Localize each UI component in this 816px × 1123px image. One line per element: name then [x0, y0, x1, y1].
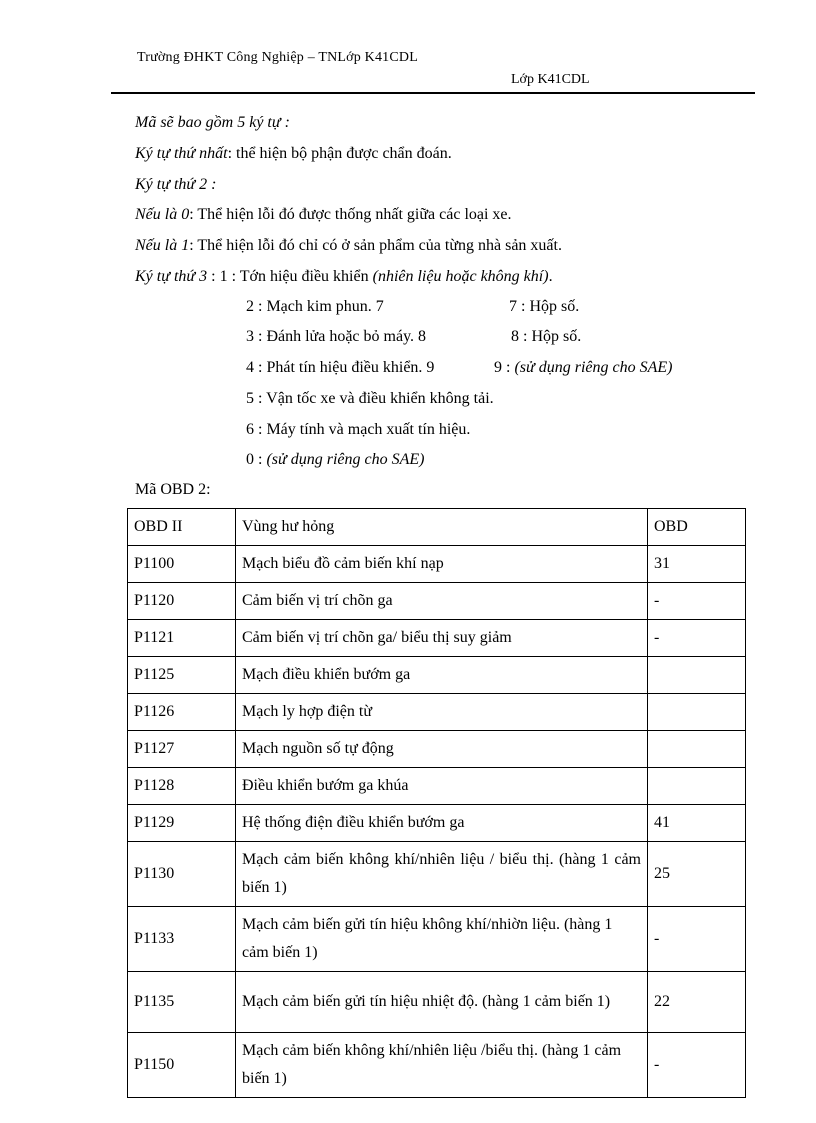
- cell-obd: [648, 657, 746, 694]
- cell-code: P1130: [128, 842, 236, 907]
- cell-code: P1150: [128, 1033, 236, 1098]
- table-row: [128, 1033, 746, 1098]
- cell-code: P1126: [128, 694, 236, 731]
- intro-line-2: [135, 145, 452, 163]
- cell-obd: -: [648, 1033, 746, 1098]
- header-class: Lớp K41CDL: [511, 72, 590, 87]
- cell-code: P1127: [128, 731, 236, 768]
- code-3: 3 : Đánh lửa hoặc bỏ máy. 8: [246, 328, 427, 345]
- cell-area: Hệ thống điện điều khiển bướm ga: [236, 805, 648, 842]
- header-cell-code: OBD II: [128, 509, 236, 546]
- cell-area: Mạch ly hợp điện từ: [236, 694, 648, 731]
- table-row: [128, 546, 746, 583]
- cell-area: Cảm biến vị trí chõn ga/ biểu thị suy giảm: [236, 620, 648, 657]
- table-row: [128, 842, 746, 907]
- code-5: 5 : Vận tốc xe và điều khiển không tải.: [246, 390, 494, 407]
- cell-code: P1133: [128, 907, 236, 972]
- table-row: [128, 694, 746, 731]
- table-row: [128, 805, 746, 842]
- third-char-label: Ký tự thứ 3: [135, 268, 208, 285]
- intro-line-6: [135, 268, 553, 286]
- cell-code: P1121: [128, 620, 236, 657]
- intro-line-3: Ký tự thứ 2 :: [135, 176, 217, 193]
- cell-code: P1125: [128, 657, 236, 694]
- cell-obd: 22: [648, 972, 746, 1033]
- cell-area: Điều khiển bướm ga khúa: [236, 768, 648, 805]
- cell-obd: [648, 694, 746, 731]
- intro-line-5: [135, 237, 562, 255]
- cell-obd: [648, 731, 746, 768]
- header-school: Trường ĐHKT Công Nghiệp – TNLớp K41CDL: [137, 50, 418, 65]
- cell-obd: 31: [648, 546, 746, 583]
- third-char-text: : 1 : Tớn hiệu điều khiển: [207, 268, 373, 285]
- third-char-italic: (nhiên liệu hoặc không khí): [372, 268, 549, 285]
- code-6: 6 : Máy tính và mạch xuất tín hiệu.: [246, 421, 471, 438]
- cell-area: Mạch nguồn số tự động: [236, 731, 648, 768]
- code-9-italic: (sử dụng riêng cho SAE): [514, 359, 673, 376]
- if-zero-label: Nếu là 0: [135, 206, 190, 223]
- cell-code: P1120: [128, 583, 236, 620]
- third-char-end: .: [548, 268, 553, 285]
- header-rule: [111, 92, 755, 94]
- cell-code: P1135: [128, 972, 236, 1033]
- table-header-row: [128, 509, 746, 546]
- cell-obd: -: [648, 907, 746, 972]
- header-cell-obd: OBD: [648, 509, 746, 546]
- code-4: 4 : Phát tín hiệu điều khiển. 9: [246, 359, 435, 376]
- code-7: 7 : Hộp số.: [509, 298, 580, 315]
- cell-area: Mạch biểu đồ cảm biến khí nạp: [236, 546, 648, 583]
- code-9: [494, 359, 672, 377]
- code-8: 8 : Hộp số.: [511, 328, 582, 345]
- code-9-prefix: 9 :: [494, 359, 515, 376]
- cell-code: P1128: [128, 768, 236, 805]
- cell-code: P1100: [128, 546, 236, 583]
- cell-area: Mạch cảm biến không khí/nhiên liệu /biểu thị. (hàng 1 cảm biến 1): [236, 1033, 648, 1098]
- table-row: [128, 731, 746, 768]
- cell-obd: 25: [648, 842, 746, 907]
- header-cell-area: Vùng hư hỏng: [236, 509, 648, 546]
- table-row: [128, 768, 746, 805]
- cell-obd: -: [648, 583, 746, 620]
- obd-title: Mã OBD 2:: [135, 481, 211, 498]
- cell-area: Cảm biến vị trí chõn ga: [236, 583, 648, 620]
- table-row: [128, 657, 746, 694]
- obd-table: [127, 508, 746, 1098]
- cell-code: P1129: [128, 805, 236, 842]
- code-2: 2 : Mạch kim phun. 7: [246, 298, 384, 315]
- cell-area: Mạch cảm biến không khí/nhiên liệu / biểu thị. (hàng 1 cảm biến 1): [236, 842, 648, 907]
- table-row: [128, 583, 746, 620]
- code-0-italic: (sử dụng riêng cho SAE): [266, 451, 425, 468]
- if-one-label: Nếu là 1: [135, 237, 190, 254]
- table-row: [128, 972, 746, 1033]
- first-char-label: Ký tự thứ nhất: [135, 145, 228, 162]
- intro-line-1: Mã sẽ bao gồm 5 ký tự :: [135, 114, 290, 131]
- table-row: [128, 907, 746, 972]
- cell-area: Mạch điều khiển bướm ga: [236, 657, 648, 694]
- first-char-text: : thể hiện bộ phận được chẩn đoán.: [227, 145, 452, 162]
- if-zero-text: : Thể hiện lỗi đó được thống nhất giữa các loại xe.: [189, 206, 512, 223]
- code-0: [246, 451, 424, 469]
- intro-line-4: [135, 206, 512, 224]
- code-0-prefix: 0 :: [246, 451, 267, 468]
- table-row: [128, 620, 746, 657]
- cell-area: Mạch cảm biến gửi tín hiệu không khí/nhiờn liệu. (hàng 1 cảm biến 1): [236, 907, 648, 972]
- cell-area: Mạch cảm biến gửi tín hiệu nhiệt độ. (hàng 1 cảm biến 1): [236, 972, 648, 1033]
- if-one-text: : Thể hiện lỗi đó chỉ có ở sản phẩm của từng nhà sản xuất.: [189, 237, 562, 254]
- cell-obd: [648, 768, 746, 805]
- cell-obd: 41: [648, 805, 746, 842]
- cell-obd: -: [648, 620, 746, 657]
